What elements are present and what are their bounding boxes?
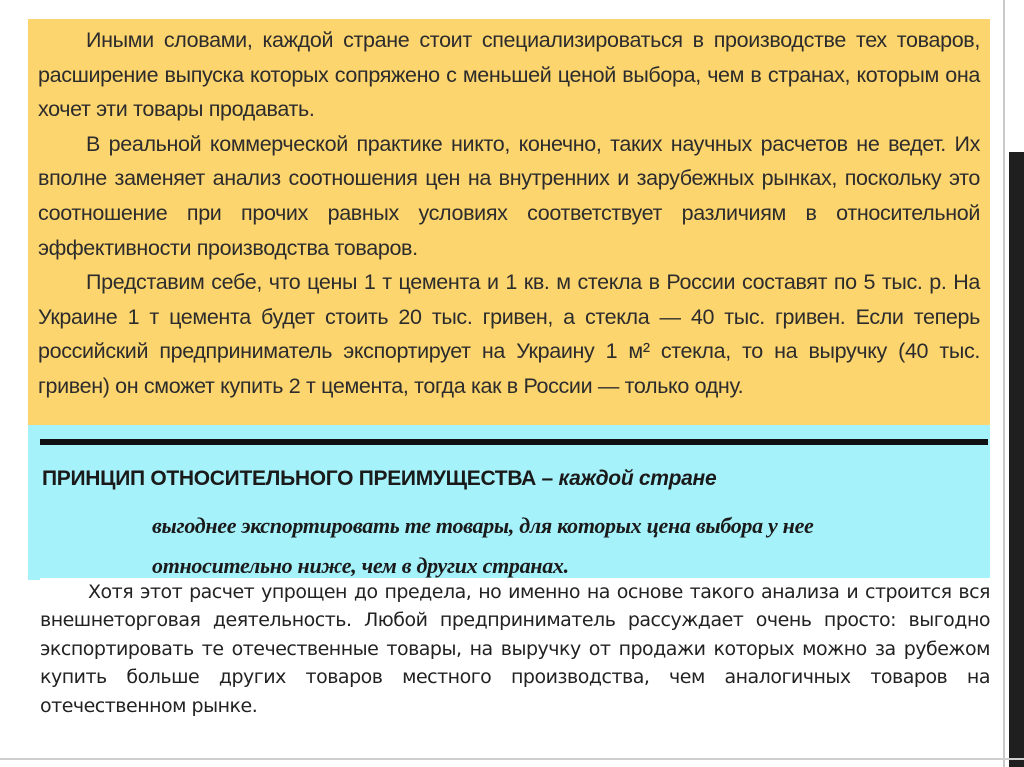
paragraph-specialization: Иными словами, каждой стране стоит специализироваться в производстве тех товаров, расширение выпуска которых сопряжено с меньшей ценой выбора, чем в странах, которым она хочет эти товары продавать. xyxy=(38,28,980,122)
white-text-block xyxy=(40,578,990,726)
principle-heading xyxy=(42,467,716,491)
slide-frame-line-right xyxy=(1003,0,1005,767)
principle-definition-block xyxy=(28,425,990,580)
principle-term: ПРИНЦИП ОТНОСИТЕЛЬНОГО ПРЕИМУЩЕСТВА – xyxy=(42,467,559,490)
yellow-text-block xyxy=(28,19,990,425)
principle-definition-line-2: выгоднее экспортировать те товары, для которых цена выбора у нее xyxy=(152,513,814,538)
principle-definition-line-3: относительно ниже, чем в других странах. xyxy=(152,553,569,578)
slide-frame-line-bottom xyxy=(0,758,1024,760)
paragraph-commercial-practice: В реальной коммерческой практике никто, конечно, таких научных расчетов не ведет. Их вполне заменяет анализ соотношения цен на внутренних и зарубежных рынках, поскольку это соотношение при прочих равных условиях соответствует различиям в относительной эффективности производства товаров. xyxy=(38,131,980,260)
principle-definition-start: каждой стране xyxy=(558,467,717,490)
paragraph-cement-glass-example: Представим себе, что цены 1 т цемента и 1 кв. м стекла в России составят по 5 тыс. р. На Украине 1 т цемента будет стоить 20 тыс. гривен, а стекла — 40 тыс. гривен. Если теперь российский предприниматель экспортирует на Украину 1 м² стекла, то на выручку (40 тыс. гривен) он сможет купить 2 т цемента, тогда как в России — только одну. xyxy=(38,270,980,398)
divider-rule xyxy=(40,439,988,445)
slide-frame-bar-right xyxy=(1009,152,1024,767)
paragraph-conclusion: Хотя этот расчет упрощен до предела, но именно на основе такого анализа и строится вся внешнеторговая деятельность. Любой предприниматель рассуждает очень просто: выгодно экспортировать те отечественные товары, на выручку от продажи которых можно за рубежом купить больше других товаров местного производства, чем аналогичных товаров на отечественном рынке. xyxy=(40,581,990,717)
